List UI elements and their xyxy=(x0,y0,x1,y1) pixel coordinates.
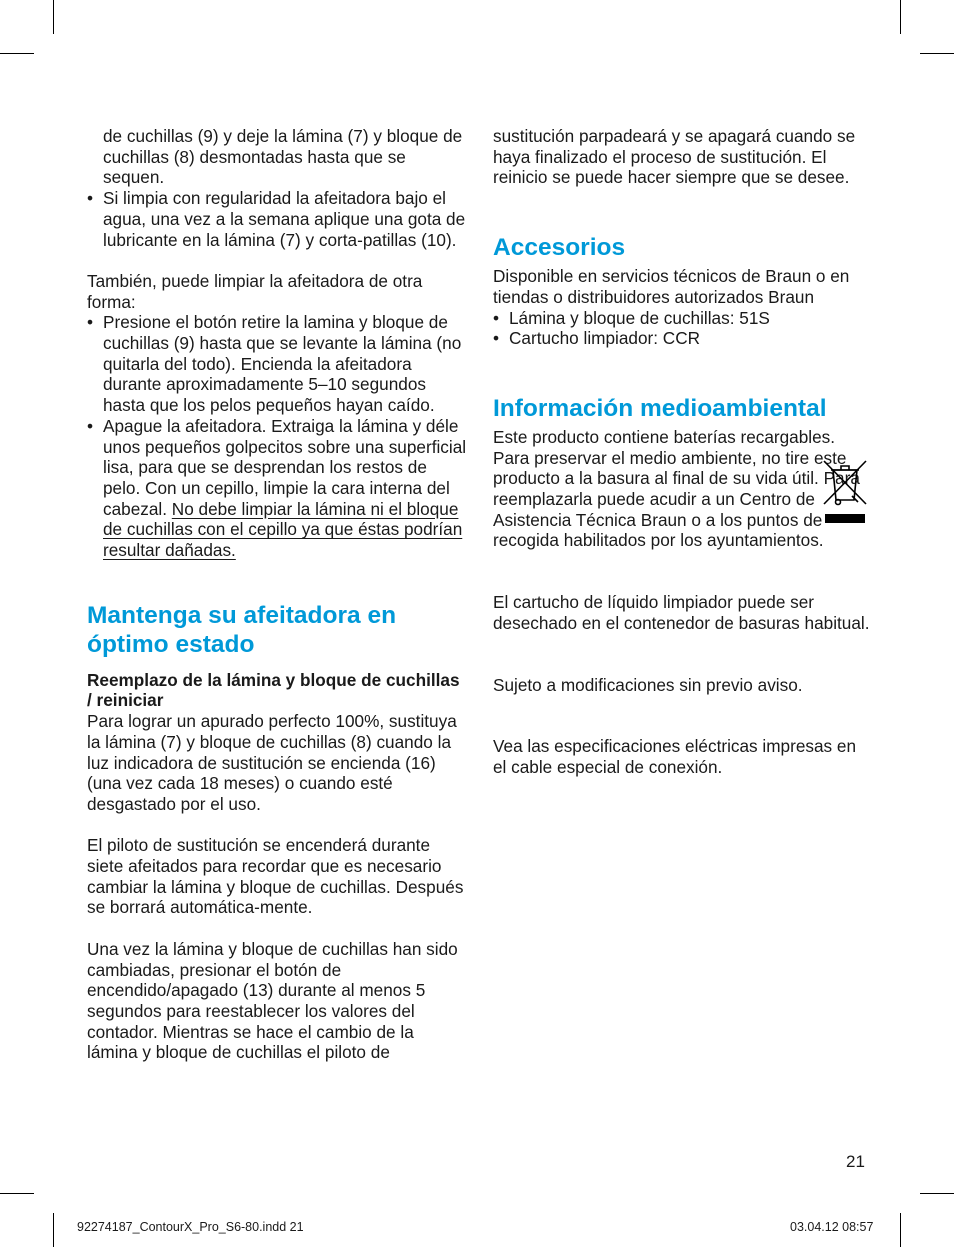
crossed-bin-icon xyxy=(822,458,868,524)
bullet-switch-off xyxy=(87,416,467,561)
crop-mark xyxy=(900,1213,901,1247)
paragraph-reset: Una vez la lámina y bloque de cuchillas han sido cambiadas, presionar el botón de encendido/apagado (13) durante al menos 5 segundos para reestablecer los valores del contador. Mientras se hace el cambio de la lámina y bloque de cuchillas el piloto de xyxy=(87,938,458,1063)
left-column xyxy=(87,126,467,1063)
crop-mark xyxy=(0,1193,34,1194)
paragraph-subject: Sujeto a modificaciones sin previo aviso. xyxy=(493,674,803,695)
subheading-replacement: Reemplazo de la lámina y bloque de cuchillas / reiniciar xyxy=(87,669,460,711)
crop-mark xyxy=(53,1213,54,1247)
paragraph-specifications: Vea las especificaciones eléctricas impresas en el cable especial de conexión. xyxy=(493,736,857,777)
accessory-item: • Lámina y bloque de cuchillas: 51S xyxy=(493,308,873,329)
paragraph-alt-cleaning: También, puede limpiar la afeitadora de otra forma: xyxy=(87,270,423,312)
paragraph-environment: Este producto contiene baterías recargables. Para preservar el medio ambiente, no tire este producto a la basura al final de su vida útil. Para reemplazarla puede acudir a un Centro de Asistencia Técnica Braun o a los puntos de recogida habilitados por los ayuntamientos. xyxy=(493,426,860,551)
crop-mark xyxy=(920,53,954,54)
paragraph-continued-right: sustitución parpadeará y se apagará cuando se haya finalizado el proceso de sustitución. El reinicio se puede hacer siempre que se desee. xyxy=(493,126,856,188)
page-number: 21 xyxy=(846,1152,865,1171)
crop-mark xyxy=(0,53,34,54)
paragraph-replacement: Para lograr un apurado perfecto 100%, sustituya la lámina (7) y bloque de cuchillas (8) cuando la luz indicadora de sustitución se encienda (16) (una vez cada 18 meses) o cuando esté desgastado por el uso. xyxy=(87,711,457,814)
footer-timestamp: 03.04.12 08:57 xyxy=(790,1220,874,1234)
paragraph-pilot: El piloto de sustitución se encenderá durante siete afeitados para recordar que es necesario cambiar la lámina y bloque de cuchillas. Después se borrará automática-mente. xyxy=(87,835,464,918)
crop-mark xyxy=(53,0,54,34)
bullet-press-button: • Presione el botón retire la lamina y bloque de cuchillas (9) hasta que se levante la lámina (no quitarla del todo). Encienda la afeitadora durante aproximadamente 5–10 segundos hasta que los pelos pequeños hayan caído. xyxy=(87,312,467,416)
paragraph-continued: de cuchillas (9) y deje la lámina (7) y bloque de cuchillas (8) desmontadas hasta que se sequen. xyxy=(103,126,463,188)
section-heading-environment: Información medioambiental xyxy=(493,394,827,422)
crop-mark xyxy=(900,0,901,34)
crop-mark xyxy=(920,1193,954,1194)
section-heading-accessories: Accesorios xyxy=(493,234,626,262)
warning-underlined: No debe limpiar la lámina ni el bloque de cuchillas con el cepillo ya que éstas podrían resultar dañadas. xyxy=(103,498,463,561)
section-heading-maintenance: Mantenga su afeitadora en óptimo estado xyxy=(87,601,397,658)
footer-filename: 92274187_ContourX_Pro_S6-80.indd 21 xyxy=(77,1220,304,1234)
paragraph-accessories: Disponible en servicios técnicos de Braun o en tiendas o distribuidores autorizados Braun xyxy=(493,266,850,307)
bullet-text: Apague la afeitadora. Extraiga la lámina y déle unos pequeños golpecitos sobre una superficial lisa, para que se desprendan los restos de pelo. Con un cepillo, limpie la cara interna del cabezal. xyxy=(103,415,467,519)
accessory-item: • Cartucho limpiador: CCR xyxy=(493,328,873,349)
paragraph-cartridge: El cartucho de líquido limpiador puede ser desechado en el contenedor de basuras habitual. xyxy=(493,592,870,633)
bullet-lubricate: • Si limpia con regularidad la afeitadora bajo el agua, una vez a la semana aplique una gota de lubricante en la lámina (7) y corta-patillas (10). xyxy=(87,188,467,250)
right-column xyxy=(493,126,873,778)
